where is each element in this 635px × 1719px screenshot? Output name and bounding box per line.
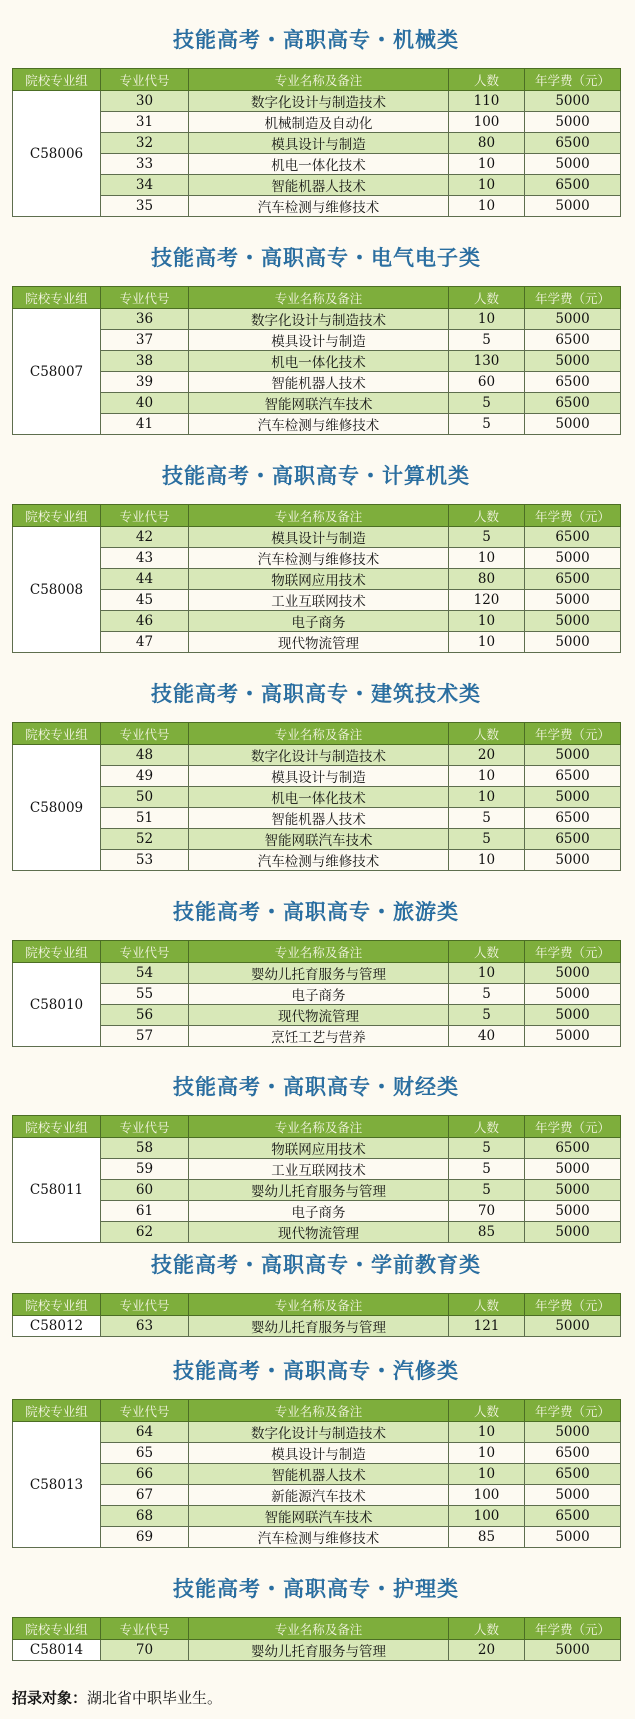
table-row — [13, 808, 621, 829]
tuition-cell: 5000 — [525, 1527, 621, 1548]
table-row — [13, 1640, 621, 1661]
major-code-cell: 57 — [101, 1026, 189, 1047]
major-name-cell: 模具设计与制造 — [189, 330, 449, 351]
column-header: 年学费（元） — [525, 1294, 621, 1316]
tuition-cell: 5000 — [525, 984, 621, 1005]
tuition-cell: 5000 — [525, 1005, 621, 1026]
column-header: 年学费（元） — [525, 287, 621, 309]
enrollment-count-cell: 5 — [449, 1138, 525, 1159]
tuition-cell: 5000 — [525, 590, 621, 611]
major-name-cell: 模具设计与制造 — [189, 1443, 449, 1464]
column-header: 年学费（元） — [525, 1116, 621, 1138]
table-row — [13, 766, 621, 787]
section-title: 技能高考・高职高专・计算机类 — [162, 464, 470, 488]
major-table — [12, 1115, 621, 1243]
column-header: 年学费（元） — [525, 69, 621, 91]
group-code-cell: C58009 — [13, 745, 101, 871]
tuition-cell: 5000 — [525, 91, 621, 112]
major-name-cell: 电子商务 — [189, 984, 449, 1005]
column-header: 院校专业组 — [13, 1294, 101, 1316]
enrollment-count-cell: 20 — [449, 1640, 525, 1661]
column-header: 年学费（元） — [525, 505, 621, 527]
tuition-cell: 6500 — [525, 133, 621, 154]
major-code-cell: 48 — [101, 745, 189, 766]
tuition-cell: 5000 — [525, 309, 621, 330]
table-header-row — [13, 287, 621, 309]
tuition-cell: 5000 — [525, 154, 621, 175]
column-header: 院校专业组 — [13, 69, 101, 91]
major-code-cell: 35 — [101, 196, 189, 217]
major-group-section — [12, 448, 620, 653]
enrollment-count-cell: 5 — [449, 330, 525, 351]
table-row — [13, 414, 621, 435]
table-row — [13, 309, 621, 330]
major-name-cell: 物联网应用技术 — [189, 1138, 449, 1159]
tuition-cell: 6500 — [525, 393, 621, 414]
enrollment-count-cell: 85 — [449, 1222, 525, 1243]
major-name-cell: 机电一体化技术 — [189, 351, 449, 372]
table-row — [13, 569, 621, 590]
major-code-cell: 70 — [101, 1640, 189, 1661]
column-header: 院校专业组 — [13, 505, 101, 527]
table-row — [13, 963, 621, 984]
column-header: 人数 — [449, 941, 525, 963]
column-header: 人数 — [449, 1400, 525, 1422]
major-name-cell: 智能机器人技术 — [189, 175, 449, 196]
table-row — [13, 1159, 621, 1180]
column-header: 专业代号 — [101, 1400, 189, 1422]
enrollment-count-cell: 85 — [449, 1527, 525, 1548]
column-header: 专业代号 — [101, 1294, 189, 1316]
major-code-cell: 63 — [101, 1316, 189, 1337]
major-code-cell: 45 — [101, 590, 189, 611]
major-name-cell: 智能网联汽车技术 — [189, 829, 449, 850]
table-row — [13, 1201, 621, 1222]
major-code-cell: 65 — [101, 1443, 189, 1464]
major-name-cell: 工业互联网技术 — [189, 1159, 449, 1180]
section-title: 技能高考・高职高专・建筑技术类 — [151, 682, 481, 706]
tuition-cell: 5000 — [525, 963, 621, 984]
table-row — [13, 1485, 621, 1506]
enrollment-count-cell: 130 — [449, 351, 525, 372]
major-name-cell: 机电一体化技术 — [189, 154, 449, 175]
enrollment-count-cell: 5 — [449, 527, 525, 548]
major-name-cell: 智能机器人技术 — [189, 1464, 449, 1485]
table-row — [13, 351, 621, 372]
major-name-cell: 现代物流管理 — [189, 1005, 449, 1026]
major-name-cell: 模具设计与制造 — [189, 133, 449, 154]
column-header: 年学费（元） — [525, 1400, 621, 1422]
tuition-cell: 5000 — [525, 745, 621, 766]
major-name-cell: 汽车检测与维修技术 — [189, 548, 449, 569]
section-title: 技能高考・高职高专・财经类 — [173, 1075, 459, 1099]
tuition-cell: 5000 — [525, 112, 621, 133]
major-code-cell: 68 — [101, 1506, 189, 1527]
major-table — [12, 1617, 621, 1661]
column-header: 专业名称及备注 — [189, 1618, 449, 1640]
major-code-cell: 47 — [101, 632, 189, 653]
column-header: 院校专业组 — [13, 941, 101, 963]
enrollment-count-cell: 5 — [449, 1180, 525, 1201]
column-header: 院校专业组 — [13, 287, 101, 309]
major-code-cell: 61 — [101, 1201, 189, 1222]
column-header: 专业代号 — [101, 1116, 189, 1138]
tuition-cell: 5000 — [525, 1316, 621, 1337]
tuition-cell: 6500 — [525, 527, 621, 548]
major-name-cell: 物联网应用技术 — [189, 569, 449, 590]
major-table — [12, 940, 621, 1047]
table-row — [13, 1527, 621, 1548]
enrollment-count-cell: 100 — [449, 112, 525, 133]
table-row — [13, 1026, 621, 1047]
major-code-cell: 60 — [101, 1180, 189, 1201]
section-title: 技能高考・高职高专・旅游类 — [173, 900, 459, 924]
major-name-cell: 模具设计与制造 — [189, 766, 449, 787]
table-row — [13, 1138, 621, 1159]
column-header: 院校专业组 — [13, 1400, 101, 1422]
enrollment-count-cell: 20 — [449, 745, 525, 766]
table-row — [13, 1443, 621, 1464]
table-header-row — [13, 1618, 621, 1640]
column-header: 人数 — [449, 287, 525, 309]
major-name-cell: 数字化设计与制造技术 — [189, 309, 449, 330]
major-name-cell: 现代物流管理 — [189, 632, 449, 653]
table-row — [13, 527, 621, 548]
table-row — [13, 1422, 621, 1443]
major-name-cell: 现代物流管理 — [189, 1222, 449, 1243]
major-code-cell: 37 — [101, 330, 189, 351]
major-table — [12, 68, 621, 217]
enrollment-count-cell: 10 — [449, 175, 525, 196]
major-code-cell: 53 — [101, 850, 189, 871]
major-code-cell: 59 — [101, 1159, 189, 1180]
major-code-cell: 58 — [101, 1138, 189, 1159]
tuition-cell: 5000 — [525, 548, 621, 569]
major-group-section — [12, 1237, 620, 1337]
group-code-cell: C58014 — [13, 1640, 101, 1661]
enrollment-count-cell: 80 — [449, 569, 525, 590]
major-name-cell: 智能网联汽车技术 — [189, 393, 449, 414]
column-header: 专业代号 — [101, 941, 189, 963]
enrollment-count-cell: 5 — [449, 1159, 525, 1180]
tuition-cell: 6500 — [525, 829, 621, 850]
table-header-row — [13, 1400, 621, 1422]
tuition-cell: 5000 — [525, 632, 621, 653]
major-code-cell: 66 — [101, 1464, 189, 1485]
major-name-cell: 智能机器人技术 — [189, 808, 449, 829]
table-row — [13, 787, 621, 808]
tuition-cell: 6500 — [525, 808, 621, 829]
table-row — [13, 330, 621, 351]
column-header: 专业名称及备注 — [189, 1400, 449, 1422]
tuition-cell: 5000 — [525, 1485, 621, 1506]
tuition-cell: 6500 — [525, 1506, 621, 1527]
tuition-cell: 5000 — [525, 1159, 621, 1180]
column-header: 专业代号 — [101, 287, 189, 309]
tuition-cell: 5000 — [525, 850, 621, 871]
major-code-cell: 30 — [101, 91, 189, 112]
group-code-cell: C58007 — [13, 309, 101, 435]
major-group-section — [12, 1561, 620, 1661]
enrollment-count-cell: 10 — [449, 632, 525, 653]
tuition-cell: 5000 — [525, 611, 621, 632]
column-header: 院校专业组 — [13, 1116, 101, 1138]
major-code-cell: 56 — [101, 1005, 189, 1026]
enrollment-count-cell: 70 — [449, 1201, 525, 1222]
enrollment-count-cell: 10 — [449, 1422, 525, 1443]
tuition-cell: 5000 — [525, 1640, 621, 1661]
major-name-cell: 智能机器人技术 — [189, 372, 449, 393]
tuition-cell: 5000 — [525, 1201, 621, 1222]
major-code-cell: 54 — [101, 963, 189, 984]
column-header: 人数 — [449, 1116, 525, 1138]
enrollment-count-cell: 10 — [449, 963, 525, 984]
enrollment-count-cell: 120 — [449, 590, 525, 611]
column-header: 专业名称及备注 — [189, 1294, 449, 1316]
column-header: 人数 — [449, 505, 525, 527]
enrollment-count-cell: 10 — [449, 1464, 525, 1485]
enrollment-count-cell: 10 — [449, 154, 525, 175]
table-row — [13, 548, 621, 569]
tuition-cell: 6500 — [525, 372, 621, 393]
section-title: 技能高考・高职高专・学前教育类 — [151, 1253, 481, 1277]
major-group-section — [12, 230, 620, 435]
tuition-cell: 5000 — [525, 196, 621, 217]
table-row — [13, 590, 621, 611]
table-row — [13, 196, 621, 217]
section-title: 技能高考・高职高专・护理类 — [173, 1577, 459, 1601]
table-row — [13, 175, 621, 196]
enrollment-count-cell: 5 — [449, 984, 525, 1005]
major-name-cell: 汽车检测与维修技术 — [189, 1527, 449, 1548]
major-code-cell: 55 — [101, 984, 189, 1005]
table-row — [13, 154, 621, 175]
column-header: 院校专业组 — [13, 723, 101, 745]
major-name-cell: 数字化设计与制造技术 — [189, 1422, 449, 1443]
table-row — [13, 829, 621, 850]
major-code-cell: 44 — [101, 569, 189, 590]
tuition-cell: 6500 — [525, 175, 621, 196]
column-header: 专业名称及备注 — [189, 505, 449, 527]
table-row — [13, 393, 621, 414]
major-code-cell: 39 — [101, 372, 189, 393]
column-header: 专业名称及备注 — [189, 941, 449, 963]
tuition-cell: 5000 — [525, 1222, 621, 1243]
table-row — [13, 1180, 621, 1201]
major-name-cell: 婴幼儿托育服务与管理 — [189, 1180, 449, 1201]
enrollment-count-cell: 121 — [449, 1316, 525, 1337]
major-table — [12, 1399, 621, 1548]
section-title: 技能高考・高职高专・机械类 — [173, 28, 459, 52]
major-name-cell: 数字化设计与制造技术 — [189, 91, 449, 112]
group-code-cell: C58010 — [13, 963, 101, 1047]
tuition-cell: 6500 — [525, 1443, 621, 1464]
major-code-cell: 43 — [101, 548, 189, 569]
major-name-cell: 婴幼儿托育服务与管理 — [189, 963, 449, 984]
major-group-section — [12, 12, 620, 217]
enrollment-count-cell: 5 — [449, 829, 525, 850]
table-row — [13, 91, 621, 112]
tuition-cell: 5000 — [525, 1180, 621, 1201]
table-row — [13, 133, 621, 154]
major-name-cell: 工业互联网技术 — [189, 590, 449, 611]
column-header: 年学费（元） — [525, 1618, 621, 1640]
table-row — [13, 1005, 621, 1026]
enrollment-count-cell: 10 — [449, 548, 525, 569]
section-title: 技能高考・高职高专・电气电子类 — [151, 246, 481, 270]
table-row — [13, 984, 621, 1005]
enrollment-count-cell: 10 — [449, 1443, 525, 1464]
major-code-cell: 33 — [101, 154, 189, 175]
table-row — [13, 1316, 621, 1337]
major-table — [12, 286, 621, 435]
enrollment-count-cell: 5 — [449, 414, 525, 435]
major-name-cell: 新能源汽车技术 — [189, 1485, 449, 1506]
table-header-row — [13, 505, 621, 527]
tuition-cell: 5000 — [525, 351, 621, 372]
major-group-section — [12, 1343, 620, 1548]
enrollment-count-cell: 10 — [449, 850, 525, 871]
major-name-cell: 汽车检测与维修技术 — [189, 196, 449, 217]
enrollment-count-cell: 5 — [449, 808, 525, 829]
major-code-cell: 46 — [101, 611, 189, 632]
enrollment-count-cell: 110 — [449, 91, 525, 112]
major-name-cell: 婴幼儿托育服务与管理 — [189, 1640, 449, 1661]
table-header-row — [13, 941, 621, 963]
major-code-cell: 42 — [101, 527, 189, 548]
table-header-row — [13, 1294, 621, 1316]
major-code-cell: 50 — [101, 787, 189, 808]
major-name-cell: 机电一体化技术 — [189, 787, 449, 808]
column-header: 专业代号 — [101, 505, 189, 527]
table-row — [13, 745, 621, 766]
major-group-section — [12, 1059, 620, 1243]
major-code-cell: 38 — [101, 351, 189, 372]
section-title: 技能高考・高职高专・汽修类 — [173, 1359, 459, 1383]
enrollment-target-text: 湖北省中职毕业生。 — [87, 1689, 223, 1707]
table-header-row — [13, 69, 621, 91]
column-header: 专业名称及备注 — [189, 287, 449, 309]
major-name-cell: 电子商务 — [189, 1201, 449, 1222]
major-table — [12, 722, 621, 871]
tuition-cell: 6500 — [525, 1138, 621, 1159]
major-code-cell: 31 — [101, 112, 189, 133]
column-header: 年学费（元） — [525, 941, 621, 963]
major-code-cell: 62 — [101, 1222, 189, 1243]
major-name-cell: 智能网联汽车技术 — [189, 1506, 449, 1527]
table-row — [13, 850, 621, 871]
tuition-cell: 6500 — [525, 1464, 621, 1485]
major-table — [12, 504, 621, 653]
enrollment-target-note — [12, 1686, 222, 1710]
major-name-cell: 模具设计与制造 — [189, 527, 449, 548]
table-row — [13, 632, 621, 653]
tuition-cell: 5000 — [525, 1026, 621, 1047]
major-code-cell: 69 — [101, 1527, 189, 1548]
column-header: 人数 — [449, 723, 525, 745]
column-header: 专业名称及备注 — [189, 1116, 449, 1138]
column-header: 人数 — [449, 1618, 525, 1640]
major-code-cell: 67 — [101, 1485, 189, 1506]
tuition-cell: 5000 — [525, 1422, 621, 1443]
major-name-cell: 数字化设计与制造技术 — [189, 745, 449, 766]
table-header-row — [13, 723, 621, 745]
major-code-cell: 52 — [101, 829, 189, 850]
group-code-cell: C58011 — [13, 1138, 101, 1243]
table-row — [13, 1464, 621, 1485]
tuition-cell: 6500 — [525, 330, 621, 351]
table-row — [13, 112, 621, 133]
major-code-cell: 32 — [101, 133, 189, 154]
table-row — [13, 372, 621, 393]
enrollment-count-cell: 80 — [449, 133, 525, 154]
column-header: 人数 — [449, 1294, 525, 1316]
major-group-section — [12, 666, 620, 871]
major-code-cell: 40 — [101, 393, 189, 414]
major-code-cell: 51 — [101, 808, 189, 829]
enrollment-count-cell: 10 — [449, 196, 525, 217]
major-group-section — [12, 884, 620, 1047]
column-header: 专业名称及备注 — [189, 69, 449, 91]
enrollment-count-cell: 100 — [449, 1485, 525, 1506]
group-code-cell: C58013 — [13, 1422, 101, 1548]
group-code-cell: C58008 — [13, 527, 101, 653]
column-header: 院校专业组 — [13, 1618, 101, 1640]
enrollment-count-cell: 5 — [449, 393, 525, 414]
major-name-cell: 婴幼儿托育服务与管理 — [189, 1316, 449, 1337]
major-name-cell: 烹饪工艺与营养 — [189, 1026, 449, 1047]
enrollment-count-cell: 5 — [449, 1005, 525, 1026]
tuition-cell: 6500 — [525, 766, 621, 787]
enrollment-count-cell: 40 — [449, 1026, 525, 1047]
group-code-cell: C58012 — [13, 1316, 101, 1337]
major-name-cell: 汽车检测与维修技术 — [189, 850, 449, 871]
enrollment-count-cell: 10 — [449, 611, 525, 632]
column-header: 人数 — [449, 69, 525, 91]
table-row — [13, 611, 621, 632]
table-row — [13, 1506, 621, 1527]
enrollment-count-cell: 10 — [449, 309, 525, 330]
major-code-cell: 36 — [101, 309, 189, 330]
table-header-row — [13, 1116, 621, 1138]
column-header: 专业代号 — [101, 1618, 189, 1640]
tuition-cell: 5000 — [525, 787, 621, 808]
major-code-cell: 34 — [101, 175, 189, 196]
column-header: 专业名称及备注 — [189, 723, 449, 745]
major-name-cell: 汽车检测与维修技术 — [189, 414, 449, 435]
column-header: 专业代号 — [101, 69, 189, 91]
major-code-cell: 49 — [101, 766, 189, 787]
major-code-cell: 64 — [101, 1422, 189, 1443]
enrollment-target-label: 招录对象： — [12, 1689, 88, 1707]
enrollment-count-cell: 10 — [449, 766, 525, 787]
tuition-cell: 5000 — [525, 414, 621, 435]
column-header: 专业代号 — [101, 723, 189, 745]
major-code-cell: 41 — [101, 414, 189, 435]
major-name-cell: 电子商务 — [189, 611, 449, 632]
enrollment-count-cell: 100 — [449, 1506, 525, 1527]
major-table — [12, 1293, 621, 1337]
tuition-cell: 6500 — [525, 569, 621, 590]
column-header: 年学费（元） — [525, 723, 621, 745]
major-name-cell: 机械制造及自动化 — [189, 112, 449, 133]
enrollment-count-cell: 10 — [449, 787, 525, 808]
group-code-cell: C58006 — [13, 91, 101, 217]
enrollment-count-cell: 60 — [449, 372, 525, 393]
